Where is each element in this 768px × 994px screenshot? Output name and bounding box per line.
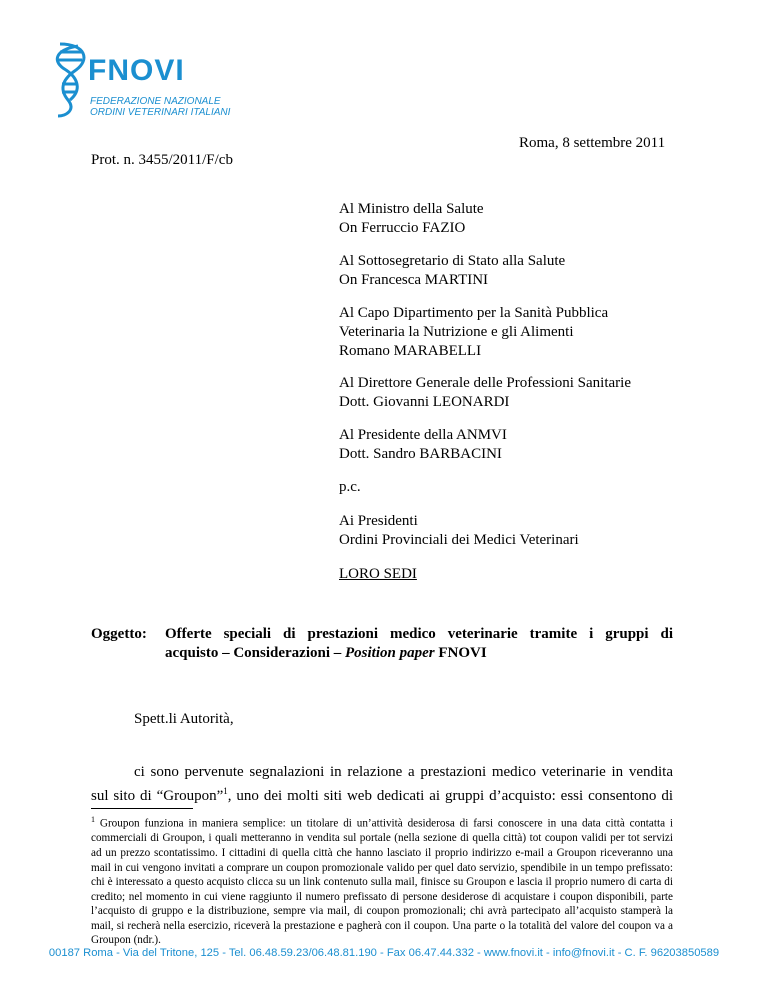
- subject-position-paper: Position paper: [345, 645, 435, 661]
- body-line-1: ci sono pervenute segnalazioni in relazione a prestazioni medico veterinarie in vendita: [134, 764, 673, 780]
- recipient-block-1: [339, 200, 484, 238]
- recipient-line: Al Sottosegretario di Stato alla Salute: [339, 253, 566, 269]
- recipient-block-3: [339, 304, 608, 361]
- footnote-text: Groupon funziona in maniera semplice: un titolare di un’attività desiderosa di farsi conoscere in una data città contatta i commerciali di Groupon, i quali metteranno in vendita sul portale (nella sezione di quella città) tot coupon validi per tot servizi ad un prezzo scontatissimo. I cittadini di quella città che hanno lasciato il proprio indirizzo e-mail a Groupon riceveranno una mail in cui vengono invitati a comprare un coupon promozionale valido per quel dato servizio, spendibile in un tempo prefissato: chi è interessato a questo acquisto clicca su un link contenuto sulla mail, finisce su Groupon e lascia il proprio numero di carta di credito; nel momento in cui viene raggiunto il numero prefissato di persone desiderose di acquistare i coupon disponibili, parte l’acquisto di gruppo e la distribuzione, sempre via mail, di coupon promozionali; chi avrà partecipato all’acquisto stamperà la mail, si recherà nella esercizio, riceverà la prestazione e pagherà con il coupon. Una parte o la totalità del valore del coupon va a Groupon (ndr.).: [91, 817, 673, 947]
- subject-line-2c: FNOVI: [434, 645, 487, 661]
- footnote-reference: 1: [223, 786, 228, 796]
- logo-wordmark: FNOVI: [88, 54, 185, 87]
- subject-label: Oggetto:: [91, 626, 147, 642]
- recipient-block-4: [339, 374, 631, 412]
- subject-line-2: [165, 644, 673, 663]
- loro-sedi: LORO SEDI: [339, 566, 417, 582]
- recipient-line: Dott. Giovanni LEONARDI: [339, 394, 510, 410]
- recipient-line: Al Capo Dipartimento per la Sanità Pubblica: [339, 305, 609, 321]
- body-line-2a: sul sito di “Groupon”: [91, 788, 224, 804]
- body-line-2: [91, 782, 673, 806]
- footnote: [91, 813, 673, 948]
- date-line: Roma, 8 settembre 2011: [519, 135, 666, 151]
- page-footer: 00187 Roma - Via del Tritone, 125 - Tel. 06.48.59.23/06.48.81.190 - Fax 06.47.44.332 - www.fnovi.it - info@fnovi.it - C. F. 96203850589: [48, 947, 720, 959]
- recipient-line: On Francesca MARTINI: [339, 272, 489, 288]
- body-paragraph: [91, 763, 673, 806]
- logo-subtitle-2: ORDINI VETERINARI ITALIANI: [90, 107, 231, 118]
- salutation: Spett.li Autorità,: [134, 711, 234, 727]
- cc-line: Ai Presidenti: [339, 513, 418, 529]
- subject-text: [165, 625, 673, 663]
- recipient-block-5: [339, 426, 507, 464]
- cc-block: [339, 512, 579, 550]
- footnote-divider: [91, 808, 193, 809]
- cc-line: Ordini Provinciali dei Medici Veterinari: [339, 532, 579, 548]
- subject-line-2a: acquisto – Considerazioni –: [165, 645, 346, 661]
- logo-subtitle-1: FEDERAZIONE NAZIONALE: [90, 96, 221, 107]
- recipient-line: Veterinaria la Nutrizione e gli Alimenti: [339, 324, 574, 340]
- pc-label: p.c.: [339, 479, 361, 495]
- recipient-line: Al Direttore Generale delle Professioni Sanitarie: [339, 375, 631, 391]
- recipient-line: Dott. Sandro BARBACINI: [339, 446, 502, 462]
- recipient-line: Romano MARABELLI: [339, 343, 482, 359]
- footnote-number: 1: [91, 815, 95, 824]
- recipient-line: On Ferruccio FAZIO: [339, 220, 466, 236]
- body-line-2b: , uno dei molti siti web dedicati ai gruppi d’acquisto: essi consentono di: [227, 788, 673, 804]
- subject-line-1: Offerte speciali di prestazioni medico veterinarie tramite i gruppi di: [165, 626, 673, 642]
- fnovi-logo: [46, 40, 256, 120]
- recipient-block-2: [339, 252, 565, 290]
- recipient-line: Al Ministro della Salute: [339, 201, 484, 217]
- protocol-number: Prot. n. 3455/2011/F/cb: [91, 152, 233, 168]
- recipient-line: Al Presidente della ANMVI: [339, 427, 507, 443]
